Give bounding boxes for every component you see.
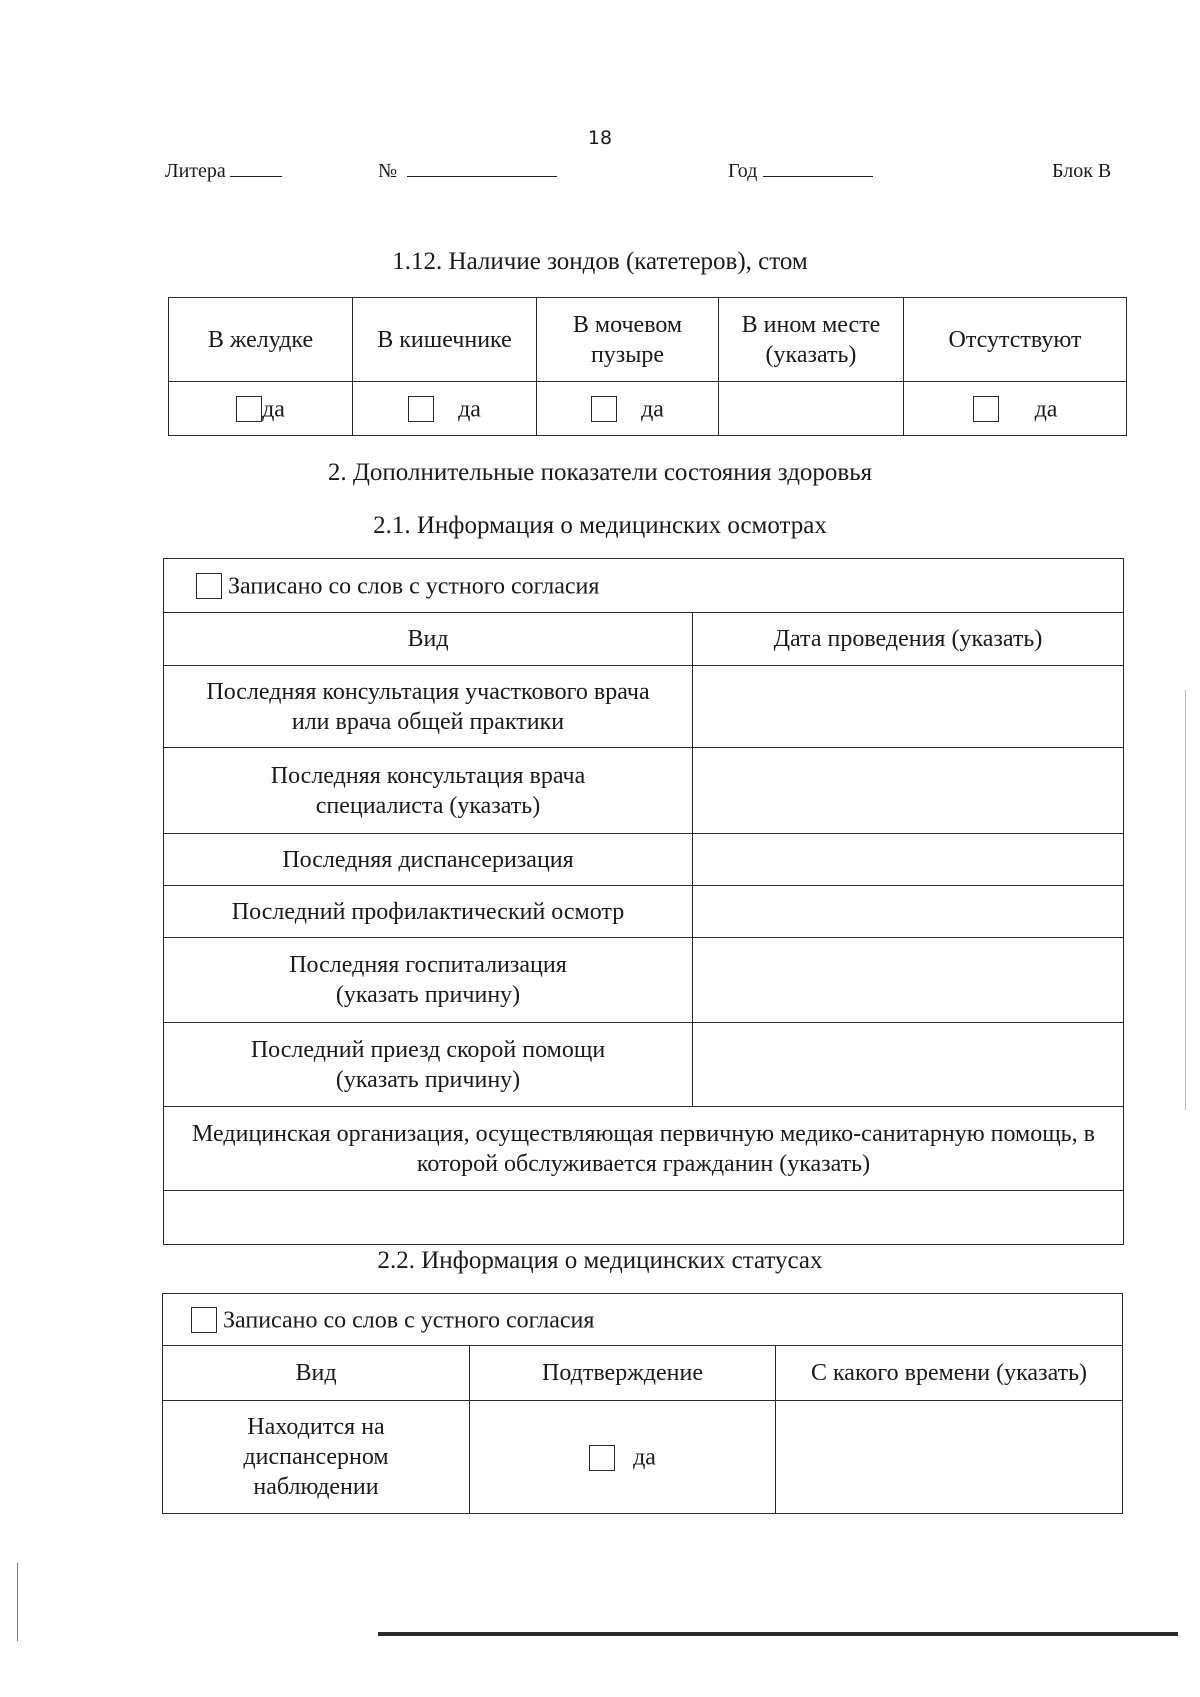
col-header-absent: Отсутствуют bbox=[904, 298, 1127, 382]
section-1-12-title: 1.12. Наличие зондов (катетеров), стом bbox=[392, 248, 808, 275]
exam-row-label: Последняя консультация участкового врача или врача общей практики bbox=[164, 666, 693, 748]
bladder-checkbox[interactable] bbox=[591, 396, 617, 422]
header-litera bbox=[165, 160, 282, 183]
status-consent-label: Записано со слов с устного согласия bbox=[223, 1307, 595, 1334]
status-consent-row bbox=[163, 1294, 1123, 1346]
section-2-title: 2. Дополнительные показатели состояния здоровья bbox=[327, 459, 873, 486]
number-label: № bbox=[378, 160, 398, 182]
intestine-checkbox[interactable] bbox=[408, 396, 434, 422]
exams-col-header-type: Вид bbox=[164, 613, 693, 666]
section-2-2-title: 2.2. Информация о медицинских статусах bbox=[377, 1247, 823, 1274]
scan-artifact-line bbox=[1185, 690, 1186, 1110]
litera-label: Литера bbox=[165, 160, 226, 182]
header-block bbox=[1052, 160, 1111, 183]
exam-row-label: Последний приезд скорой помощи (указать причину) bbox=[164, 1023, 693, 1107]
col-header-other-place: В ином месте (указать) bbox=[719, 298, 904, 382]
block-label: Блок В bbox=[1052, 160, 1112, 182]
organization-field[interactable] bbox=[164, 1191, 1124, 1245]
stomach-answer-label: да bbox=[262, 396, 285, 423]
number-field[interactable] bbox=[407, 175, 557, 177]
absent-checkbox[interactable] bbox=[973, 396, 999, 422]
dispensary-answer-label: да bbox=[633, 1444, 656, 1471]
scan-artifact-line bbox=[17, 1563, 18, 1641]
exams-col-header-date: Дата проведения (указать) bbox=[693, 613, 1124, 666]
cell-stomach-answer bbox=[169, 382, 353, 436]
exam-row-label: Последний профилактический осмотр bbox=[164, 886, 693, 938]
exam-row-label: Последняя консультация врача специалиста (указать) bbox=[164, 748, 693, 834]
year-field[interactable] bbox=[763, 175, 873, 177]
dispensary-checkbox[interactable] bbox=[589, 1445, 615, 1471]
exam-row-date-field[interactable] bbox=[693, 748, 1124, 834]
medical-status-table bbox=[162, 1293, 1123, 1514]
absent-answer-label: да bbox=[1034, 396, 1058, 423]
cell-bladder-answer bbox=[537, 382, 719, 436]
header-year bbox=[728, 160, 873, 183]
status-row-since-field[interactable] bbox=[776, 1401, 1123, 1514]
bladder-answer-label: да bbox=[641, 396, 664, 423]
status-col-header-type: Вид bbox=[163, 1346, 470, 1401]
cell-other-place-answer[interactable] bbox=[719, 382, 904, 436]
section-2-1-title: 2.1. Информация о медицинских осмотрах bbox=[373, 512, 827, 539]
cell-absent-answer bbox=[904, 382, 1127, 436]
status-col-header-since: С какого времени (указать) bbox=[776, 1346, 1123, 1401]
status-row-type: Находится на диспансерном наблюдении bbox=[163, 1401, 470, 1514]
exam-row-date-field[interactable] bbox=[693, 834, 1124, 886]
medical-exams-table bbox=[163, 558, 1124, 1245]
status-consent-checkbox[interactable] bbox=[191, 1307, 217, 1333]
exam-row-label: Последняя госпитализация (указать причину) bbox=[164, 938, 693, 1023]
organization-label: Медицинская организация, осуществляющая первичную медико-санитарную помощь, в которой обслуживается гражданин (указать) bbox=[164, 1107, 1124, 1191]
status-row-confirm bbox=[470, 1401, 776, 1514]
header-number bbox=[378, 160, 557, 183]
exams-consent-label: Записано со слов с устного согласия bbox=[228, 573, 600, 600]
cell-intestine-answer bbox=[353, 382, 537, 436]
col-header-stomach: В желудке bbox=[169, 298, 353, 382]
year-label: Год bbox=[728, 160, 758, 182]
catheters-table bbox=[168, 297, 1127, 436]
exam-row-date-field[interactable] bbox=[693, 886, 1124, 938]
col-header-bladder: В мочевом пузыре bbox=[537, 298, 719, 382]
status-col-header-confirm: Подтверждение bbox=[470, 1346, 776, 1401]
page-number: 18 bbox=[587, 127, 613, 149]
exam-row-label: Последняя диспансеризация bbox=[164, 834, 693, 886]
stomach-checkbox[interactable] bbox=[236, 396, 262, 422]
bottom-rule bbox=[378, 1632, 1178, 1636]
exams-consent-checkbox[interactable] bbox=[196, 573, 222, 599]
exam-row-date-field[interactable] bbox=[693, 1023, 1124, 1107]
intestine-answer-label: да bbox=[458, 396, 481, 423]
litera-field[interactable] bbox=[230, 175, 282, 177]
exams-consent-row bbox=[164, 559, 1124, 613]
exam-row-date-field[interactable] bbox=[693, 938, 1124, 1023]
exam-row-date-field[interactable] bbox=[693, 666, 1124, 748]
col-header-intestine: В кишечнике bbox=[353, 298, 537, 382]
